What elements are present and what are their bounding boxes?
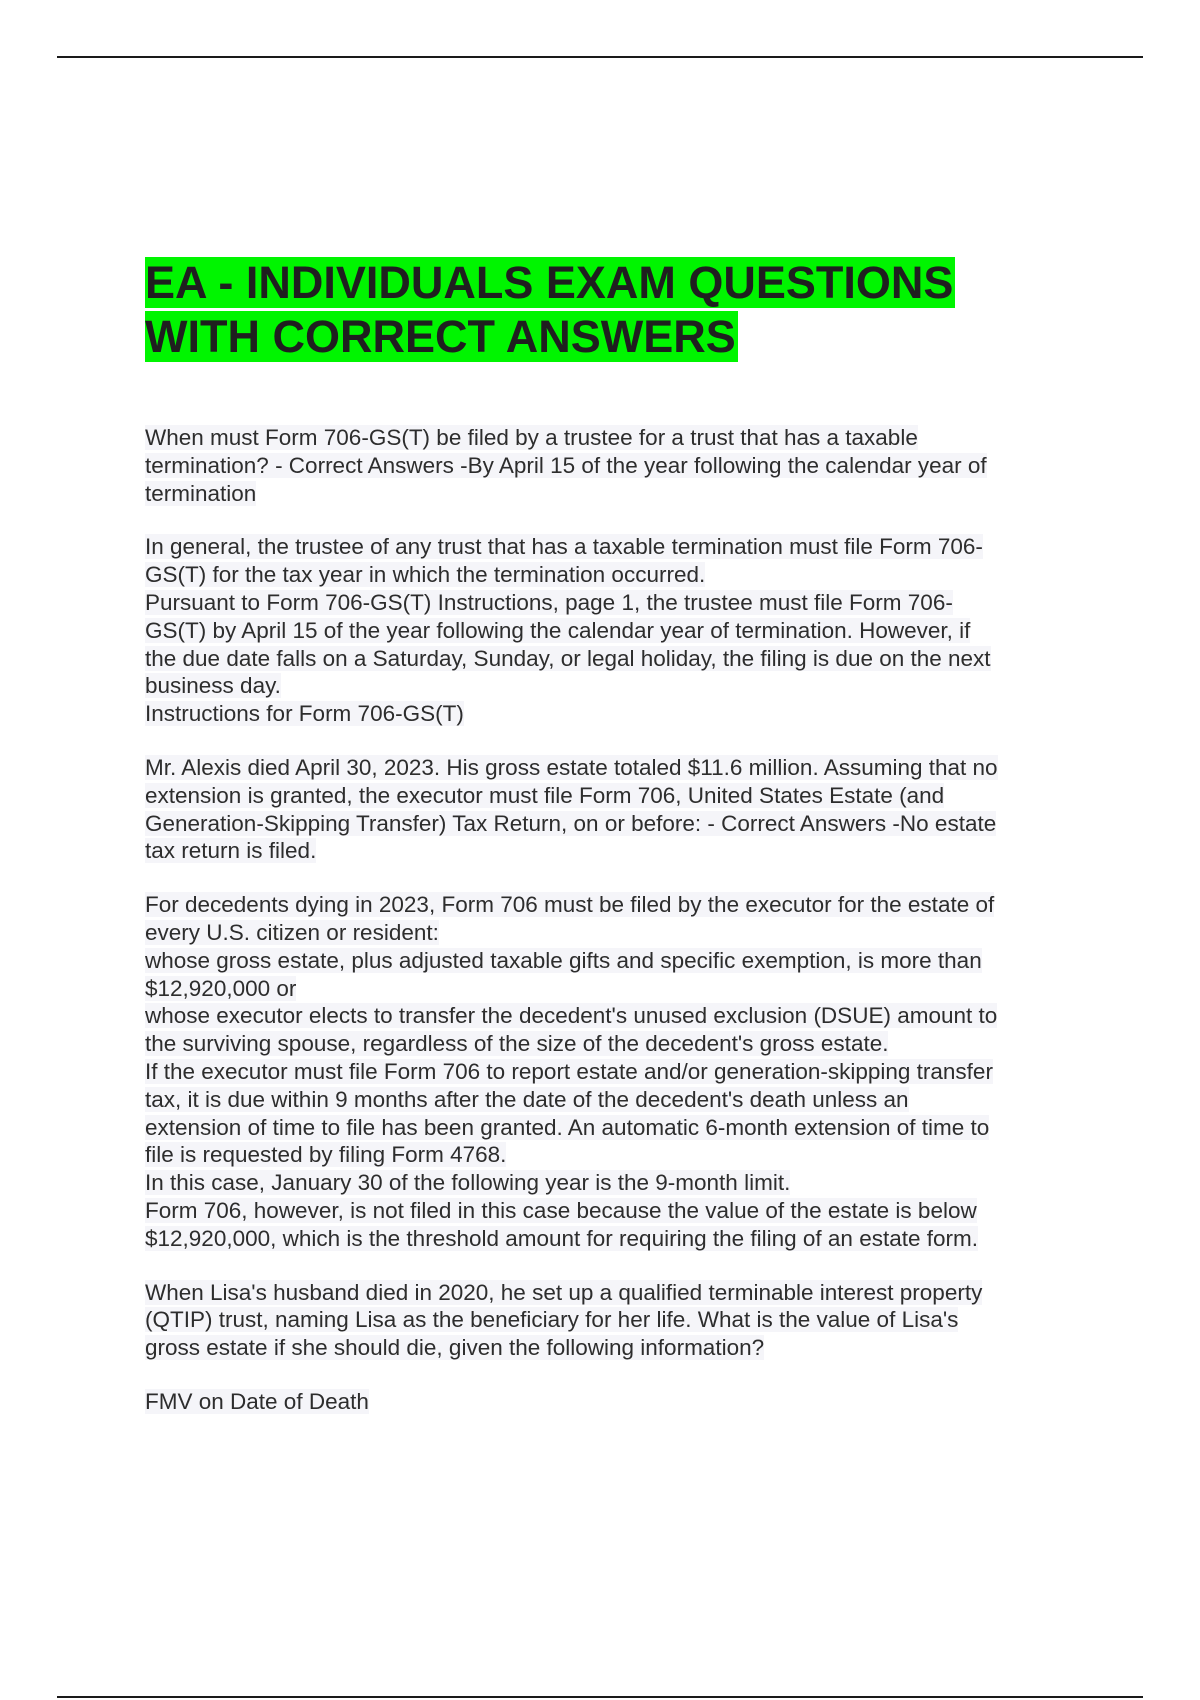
text-line-content: When Lisa's husband died in 2020, he set up a qualified terminable interest property (145, 1279, 983, 1305)
text-line-content: gross estate if she should die, given the following information? (145, 1335, 765, 1361)
text-line-content: Generation-Skipping Transfer) Tax Return, on or before: - Correct Answers -No estate (145, 810, 997, 836)
text-line (145, 645, 1095, 673)
text-line (145, 533, 1095, 561)
text-line-content: When must Form 706-GS(T) be filed by a trustee for a trust that has a taxable (145, 425, 918, 450)
title-line-2: WITH CORRECT ANSWERS (145, 311, 736, 362)
text-line-content: whose executor elects to transfer the decedent's unused exclusion (DSUE) amount to (145, 1003, 998, 1029)
text-line (145, 1334, 1095, 1362)
text-line (145, 1225, 1095, 1253)
text-line-content: the due date falls on a Saturday, Sunday, or legal holiday, the filing is due on the next (145, 645, 991, 671)
text-line-content: whose gross estate, plus adjusted taxable gifts and specific exemption, is more than (145, 947, 982, 973)
text-line-content: GS(T) for the tax year in which the termination occurred. (145, 562, 706, 588)
text-line-content: every U.S. citizen or resident: (145, 919, 439, 945)
text-line (145, 452, 1095, 480)
text-line-content: Form 706, however, is not filed in this case because the value of the estate is below (145, 1197, 977, 1223)
text-line-content: business day. (145, 673, 281, 699)
text-line (145, 1058, 1095, 1086)
text-line (145, 891, 1095, 919)
text-line-content: Pursuant to Form 706-GS(T) Instructions, page 1, the trustee must file Form 706- (145, 589, 953, 615)
text-line-content: extension of time to file has been granted. An automatic 6-month extension of time to (145, 1114, 990, 1140)
text-line-content: termination (145, 480, 257, 506)
text-line (145, 700, 1095, 728)
text-line-content: tax, it is due within 9 months after the date of the decedent's death unless an (145, 1086, 909, 1112)
paragraph (145, 424, 1095, 507)
top-rule (57, 56, 1143, 58)
paragraph (145, 1388, 1095, 1416)
text-line-content: GS(T) by April 15 of the year following the calendar year of termination. However, if (145, 617, 971, 643)
text-line-content: (QTIP) trust, naming Lisa as the beneficiary for her life. What is the value of Lisa's (145, 1307, 959, 1333)
text-line-content: In this case, January 30 of the following year is the 9-month limit. (145, 1170, 791, 1196)
paragraph (145, 1279, 1095, 1362)
paragraph (145, 754, 1095, 865)
paragraph (145, 533, 1095, 728)
text-line-content: If the executor must file Form 706 to report estate and/or generation-skipping transfer (145, 1058, 993, 1084)
text-line (145, 589, 1095, 617)
text-line (145, 1086, 1095, 1114)
document-title (145, 256, 1045, 364)
text-line (145, 810, 1095, 838)
text-line (145, 837, 1095, 865)
text-line (145, 1388, 1095, 1416)
text-line (145, 919, 1095, 947)
text-line (145, 1197, 1095, 1225)
text-line (145, 1141, 1095, 1169)
text-line (145, 782, 1095, 810)
title-line-1: EA - INDIVIDUALS EXAM QUESTIONS (145, 257, 954, 308)
text-line (145, 754, 1095, 782)
text-line (145, 424, 1095, 452)
text-line (145, 947, 1095, 975)
text-line-content: the surviving spouse, regardless of the size of the decedent's gross estate. (145, 1031, 889, 1057)
document-body (145, 424, 1095, 1442)
text-line (145, 480, 1095, 508)
text-line (145, 1002, 1095, 1030)
text-line-content: tax return is filed. (145, 838, 317, 864)
text-line (145, 1030, 1095, 1058)
text-line-content: For decedents dying in 2023, Form 706 must be filed by the executor for the estate of (145, 892, 995, 918)
text-line (145, 1279, 1095, 1307)
text-line-content: file is requested by filing Form 4768. (145, 1142, 507, 1168)
text-line-content: FMV on Date of Death (145, 1388, 369, 1414)
text-line (145, 1169, 1095, 1197)
text-line (145, 617, 1095, 645)
text-line-content: $12,920,000 or (145, 975, 297, 1001)
text-line-content: $12,920,000, which is the threshold amount for requiring the filing of an estate form. (145, 1225, 978, 1251)
paragraph (145, 891, 1095, 1252)
text-line (145, 975, 1095, 1003)
text-line-content: Instructions for Form 706-GS(T) (145, 701, 464, 727)
text-line (145, 1306, 1095, 1334)
text-line (145, 672, 1095, 700)
text-line-content: extension is granted, the executor must file Form 706, United States Estate (and (145, 782, 945, 808)
text-line-content: Mr. Alexis died April 30, 2023. His gross estate totaled $11.6 million. Assuming that no (145, 754, 998, 780)
text-line-content: In general, the trustee of any trust that has a taxable termination must file Form 706- (145, 534, 983, 560)
bottom-rule (57, 1696, 1143, 1698)
text-line (145, 1114, 1095, 1142)
text-line (145, 561, 1095, 589)
text-line-content: termination? - Correct Answers -By April 15 of the year following the calendar year of (145, 452, 987, 478)
